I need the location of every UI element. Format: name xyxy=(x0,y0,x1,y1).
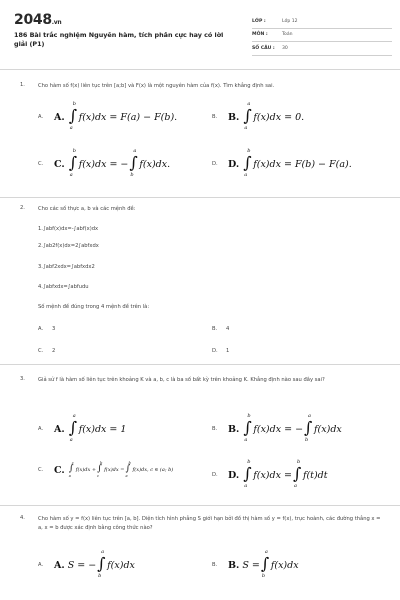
divider xyxy=(0,197,400,198)
question-text: Cho các số thực a, b và các mệnh đề: xyxy=(38,206,136,212)
q2-statement-3: 3.∫abf2xdx=∫abfxdx2 xyxy=(38,264,95,270)
q1-option-c[interactable]: C. C. b ∫ a f(x)dx = − a ∫ b f(x)dx. xyxy=(38,148,171,178)
q2-option-b[interactable]: B. 4 xyxy=(212,326,230,332)
q1-option-d[interactable]: D. D. b ∫ a f(x)dx = F(b) − F(a). xyxy=(212,148,352,178)
q3-option-a[interactable]: A. A. a ∫ a f(x)dx = 1 xyxy=(38,413,127,443)
q3-option-b[interactable]: B. B. b ∫ a f(x)dx = − a ∫ b f(x)dx xyxy=(212,413,342,443)
meta-class: LỚP : Lớp 12 xyxy=(252,15,392,29)
divider xyxy=(0,364,400,365)
question-number: 1. xyxy=(20,82,25,88)
q2-statement-2: 2.∫ab2f(x)dx=2∫abfxdx xyxy=(38,243,99,249)
q1-option-a[interactable]: A. A. b ∫ a f(x)dx = F(a) − F(b). xyxy=(38,101,178,131)
meta-subject: MÔN : Toán xyxy=(252,29,392,43)
q2-option-d[interactable]: D. 1 xyxy=(212,348,230,354)
q2-question: Số mệnh đề đúng trong 4 mệnh đề trên là: xyxy=(38,304,150,310)
q2-statement-1: 1.∫abf(x)dx=-∫abf(x)dx xyxy=(38,226,99,232)
divider xyxy=(0,69,400,70)
question-number: 3. xyxy=(20,376,25,382)
divider xyxy=(0,505,400,506)
question-text: Cho hàm số y = f(x) liên tục trên [a, b]. Diện tích hình phẳng S giới hạn bởi đồ thị hàm số y = f(x), trục hoành, các đường thẳng x = a, x = b được xác định bằng công thức nào? xyxy=(38,516,381,531)
question-number: 4. xyxy=(20,515,25,521)
q3-option-c[interactable]: C. C. c ∫ a f(x)dx + b ∫ c f(x)dx = b ∫ a f(x)dx, c ∈ (a; b) xyxy=(38,461,174,478)
q3-option-d[interactable]: D. D. b ∫ a f(x)dx = b ∫ a f(t)dt xyxy=(212,459,328,489)
q4-option-a[interactable]: A. A. S = − a ∫ b f(x)dx xyxy=(38,549,135,579)
page-header xyxy=(0,0,400,62)
q2-statement-4: 4.∫abfxdx=∫abfudu xyxy=(38,284,89,290)
meta-count: SỐ CÂU : 30 xyxy=(252,42,392,56)
q1-option-b[interactable]: B. B. a ∫ a f(x)dx = 0. xyxy=(212,101,305,131)
q2-option-c[interactable]: C. 2 xyxy=(38,348,56,354)
question-text: Cho hàm số f(x) liên tục trên [a;b] và F(x) là một nguyên hàm của f(x). Tìm khẳng định sai. xyxy=(38,83,275,89)
question-text: Giả sử f là hàm số liên tục trên khoảng K và a, b, c là ba số bất kỳ trên khoảng K. Khẳng định nào sau đây sai? xyxy=(38,377,325,383)
question-number: 2. xyxy=(20,205,25,211)
document-title: 186 Bài trắc nghiệm Nguyên hàm, tích phân cực hay có lời giải (P1) xyxy=(14,31,224,48)
document-meta xyxy=(252,15,392,56)
site-logo[interactable]: 2048.vn xyxy=(14,12,62,28)
q4-option-b[interactable]: B. B. S = a ∫ b f(x)dx xyxy=(212,549,299,579)
q2-option-a[interactable]: A. 3 xyxy=(38,326,56,332)
